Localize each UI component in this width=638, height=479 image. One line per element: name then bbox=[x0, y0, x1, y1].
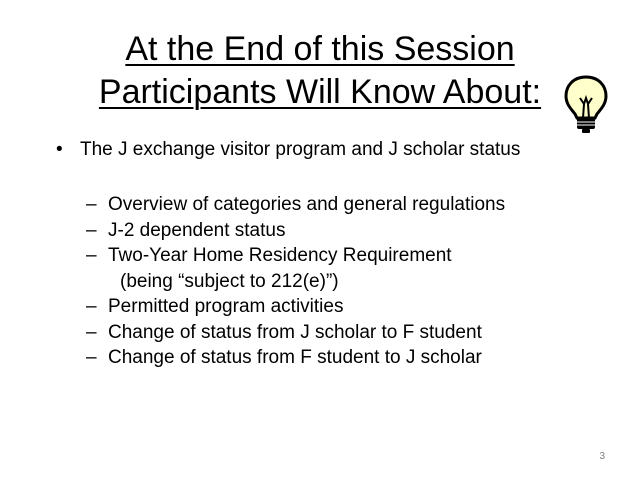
slide-title bbox=[40, 28, 600, 114]
lightbulb-icon bbox=[562, 74, 610, 134]
main-bullet bbox=[56, 138, 520, 162]
sub-bullet bbox=[86, 218, 505, 244]
dash-marker: – bbox=[86, 296, 97, 317]
sub-bullet-text: Two-Year Home Residency Requirement bbox=[108, 245, 452, 266]
sub-bullet-text: Overview of categories and general regulations bbox=[108, 194, 506, 215]
sub-bullet-text: J-2 dependent status bbox=[108, 219, 286, 241]
sub-bullet-list bbox=[86, 192, 505, 371]
dash-marker: – bbox=[86, 347, 97, 368]
sub-bullet-continuation: (being “subject to 212(e)”) bbox=[120, 270, 339, 292]
bullet-text: The J exchange visitor program and J scholar status bbox=[80, 139, 521, 160]
bullet-marker: • bbox=[56, 139, 63, 160]
sub-bullet bbox=[86, 243, 505, 269]
sub-bullet bbox=[86, 294, 505, 320]
sub-bullet-text: Change of status from J scholar to F student bbox=[108, 321, 482, 343]
dash-marker: – bbox=[86, 321, 97, 343]
sub-bullet bbox=[86, 345, 505, 371]
title-line-1: At the End of this Session bbox=[125, 30, 515, 68]
sub-bullet bbox=[86, 192, 505, 218]
dash-marker: – bbox=[86, 219, 97, 241]
sub-bullet-text: Change of status from F student to J scholar bbox=[108, 347, 482, 368]
page-number: 3 bbox=[599, 451, 605, 462]
sub-bullet bbox=[86, 320, 505, 346]
title-line-2: Participants Will Know About: bbox=[98, 73, 542, 111]
sub-bullet-text: Permitted program activities bbox=[108, 296, 344, 317]
dash-marker: – bbox=[86, 194, 97, 215]
dash-marker: – bbox=[86, 245, 97, 266]
